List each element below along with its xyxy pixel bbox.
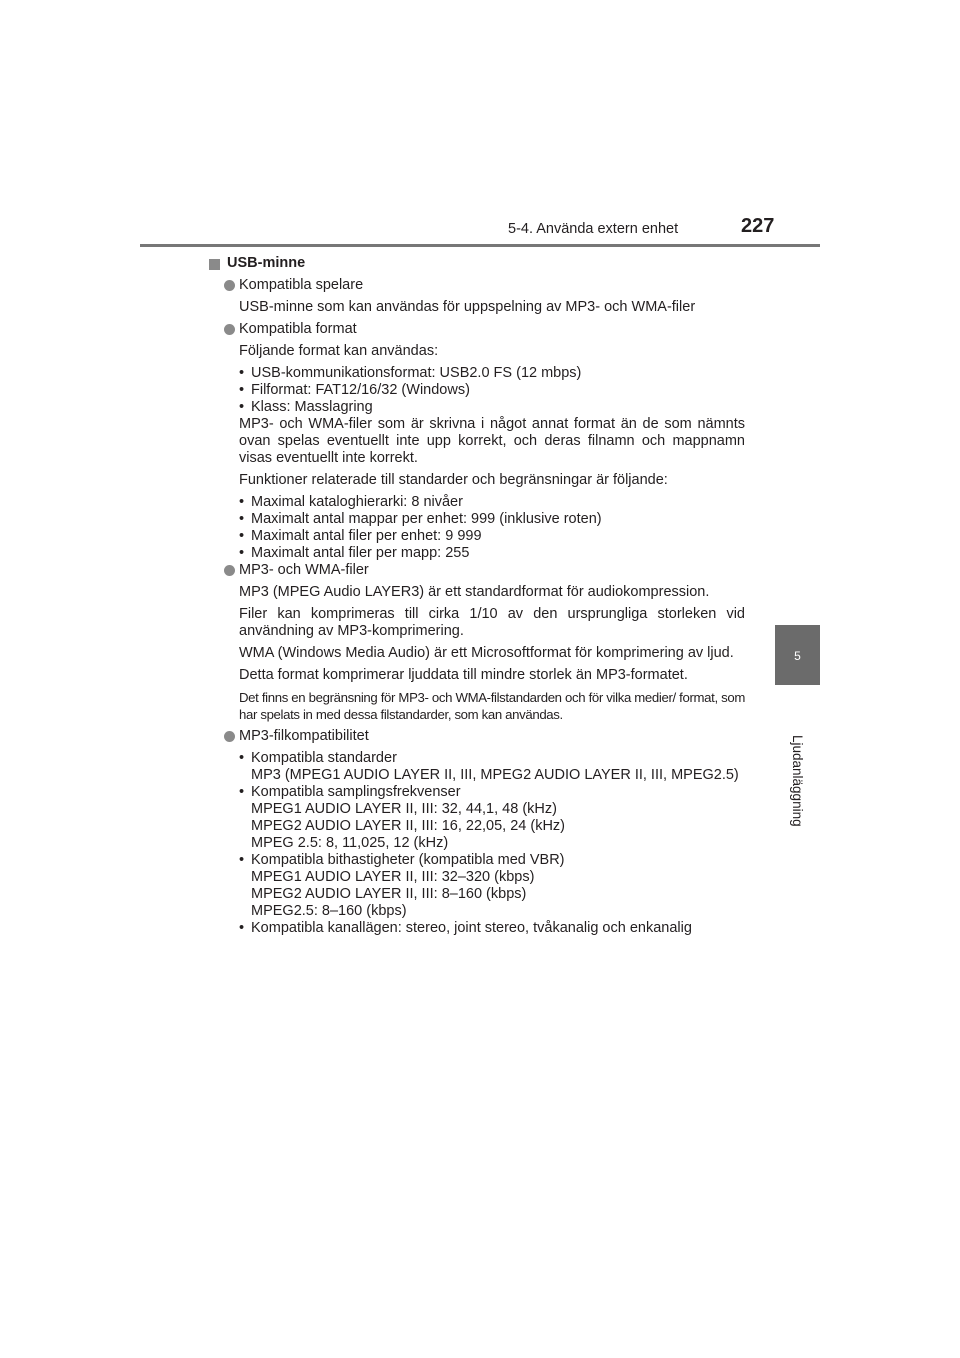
bullet-label: MP3- och WMA-filer: [239, 562, 369, 578]
paragraph: Detta format komprimerar ljuddata till mindre storlek än MP3-formatet.: [239, 667, 688, 683]
paragraph: MP3- och WMA-filer som är skrivna i något annat format än de som nämnts ovan spelas eventuellt inte upp korrekt, och deras filnamn och mappnamn visas eventuellt inte korrekt.: [239, 416, 745, 466]
chapter-tab: [775, 625, 820, 685]
list-item: • Filformat: FAT12/16/32 (Windows): [239, 382, 470, 398]
page-number: 227: [741, 215, 775, 237]
list-item: • USB-kommunikationsformat: USB2.0 FS (12 mbps): [239, 365, 582, 381]
section-heading: [209, 255, 745, 272]
paragraph: Funktioner relaterade till standarder och begränsningar är följande:: [239, 472, 668, 488]
paragraph: WMA (Windows Media Audio) är ett Microsoftformat för komprimering av ljud.: [239, 645, 734, 661]
circle-bullet-icon: [224, 324, 235, 335]
bullet-mp3-compatibility: [224, 728, 745, 745]
bullet-label: MP3-filkompatibilitet: [239, 728, 369, 744]
list-sub-line: MPEG1 AUDIO LAYER II, III: 32–320 (kbps): [251, 869, 535, 885]
bullet-label: Kompatibla spelare: [239, 277, 364, 293]
list-item: • Maximal kataloghierarki: 8 nivåer: [239, 494, 463, 510]
list-sub-line: MPEG1 AUDIO LAYER II, III: 32, 44,1, 48 (kHz): [251, 801, 557, 817]
paragraph: USB-minne som kan användas för uppspelning av MP3- och WMA-filer: [239, 299, 696, 315]
list-sub-line: MPEG2 AUDIO LAYER II, III: 16, 22,05, 24 (kHz): [251, 818, 566, 834]
bullet-compatible-players: [224, 277, 745, 294]
page-header-section: 5-4. Använda extern enhet: [508, 221, 679, 237]
chapter-number: 5: [794, 649, 801, 663]
list-item: • Kompatibla bithastigheter (kompatibla med VBR): [239, 852, 565, 868]
circle-bullet-icon: [224, 731, 235, 742]
list-item: • Maximalt antal filer per mapp: 255: [239, 545, 470, 561]
square-bullet-icon: [209, 259, 220, 270]
paragraph: Följande format kan användas:: [239, 343, 439, 359]
format-list: [239, 365, 745, 416]
list-sub-line: MPEG2.5: 8–160 (kbps): [251, 903, 407, 919]
list-item: • Kompatibla standarder: [239, 750, 397, 766]
compatibility-list: [239, 750, 745, 937]
header-rule: [140, 244, 820, 247]
paragraph: Filer kan komprimeras till cirka 1/10 av den ursprungliga storleken vid användning av MP3-komprimering.: [239, 606, 745, 639]
list-sub-line: MPEG2 AUDIO LAYER II, III: 8–160 (kbps): [251, 886, 527, 902]
list-sub-line: MP3 (MPEG1 AUDIO LAYER II, III, MPEG2 AUDIO LAYER II, III, MPEG2.5): [251, 767, 739, 783]
chapter-label-text: Ljudanläggning: [790, 735, 805, 827]
circle-bullet-icon: [224, 280, 235, 291]
bullet-mp3-wma-files: [224, 562, 745, 579]
paragraph: MP3 (MPEG Audio LAYER3) är ett standardformat för audiokompression.: [239, 584, 710, 600]
list-item: • Maximalt antal mappar per enhet: 999 (inklusive roten): [239, 511, 602, 527]
page-content: [209, 255, 745, 942]
list-item: • Kompatibla samplingsfrekvenser: [239, 784, 461, 800]
list-sub-line: MPEG 2.5: 8, 11,025, 12 (kHz): [251, 835, 449, 851]
heading-text: USB-minne: [227, 255, 306, 271]
list-item: • Klass: Masslagring: [239, 399, 373, 415]
list-item: • Kompatibla kanallägen: stereo, joint stereo, tvåkanalig och enkanalig: [239, 920, 692, 936]
bullet-compatible-formats: [224, 321, 745, 338]
limits-list: [239, 494, 745, 562]
bullet-label: Kompatibla format: [239, 321, 357, 337]
circle-bullet-icon: [224, 565, 235, 576]
list-item: • Maximalt antal filer per enhet: 9 999: [239, 528, 482, 544]
note-paragraph: Det finns en begränsning för MP3- och WMA-filstandarden och för vilka medier/ format, som har spelats in med dessa filstandarder, som kan användas.: [239, 690, 745, 722]
